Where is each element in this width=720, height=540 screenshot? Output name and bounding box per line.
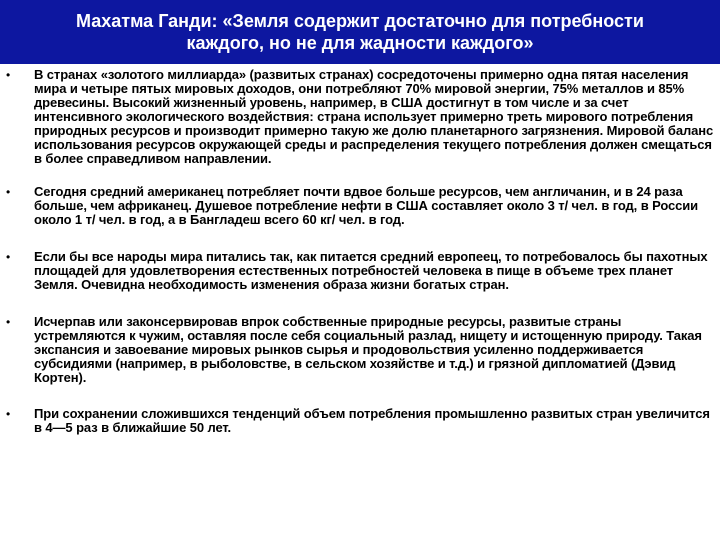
bullet-item: [6, 249, 714, 292]
bullet-dot-icon: •: [6, 185, 11, 199]
title-bar: [0, 0, 720, 64]
bullet-item: [6, 406, 714, 435]
bullet-text: При сохранении сложившихся тенденций объем потребления промышленно развитых стран увеличится в 4—5 раз в ближайшие 50 лет.: [34, 406, 710, 435]
bullet-list: [0, 68, 720, 435]
bullet-text: В странах «золотого миллиарда» (развитых странах) сосредоточены примерно одна пятая населения мира и четыре пятых мировых доходов, они потребляют 70% мировой энергии, 75% металлов и 85% древесины. Высокий жизненный уровень, например, в США достигнут в том числе и за счет интенсивного экологического воздействия: страна использует примерно треть мирового потребления природных ресурсов и производит примерно такую же долю планетарного загрязнения. Мировой баланс использования ресурсов окружающей среды и распределения текущего потребления должен смещаться в более справедливом направлении.: [34, 67, 714, 166]
bullet-item: [6, 314, 714, 385]
bullet-dot-icon: •: [6, 250, 11, 264]
bullet-dot-icon: •: [6, 315, 11, 329]
bullet-item: [6, 184, 714, 227]
slide-title: Махатма Ганди: «Земля содержит достаточно для потребности каждого, но не для жадности каждого»: [76, 11, 644, 53]
bullet-text: Исчерпав или законсервировав впрок собственные природные ресурсы, развитые страны устремляются к чужим, оставляя после себя социальный разлад, нищету и истощенную природу. Такая экспансия и завоевание мировых рынков сырья и продовольствия усиленно поддерживается субсидиями (например, в рыболовстве, в сельском хозяйстве и т.д.) и грязной дипломатией (Дэвид Кортен).: [34, 314, 702, 385]
bullet-dot-icon: •: [6, 68, 11, 82]
bullet-dot-icon: •: [6, 407, 11, 421]
bullet-item: [6, 67, 714, 166]
bullet-text: Сегодня средний американец потребляет почти вдвое больше ресурсов, чем англичанин, и в 24 раза больше, чем африканец. Душевое потребление нефти в США составляет около 3 т/ чел. в год, в России около 1 т/ чел. в год, а в Бангладеш всего 60 кг/ чел. в год.: [34, 184, 699, 227]
bullet-text: Если бы все народы мира питались так, как питается средний европеец, то потребовалось бы пахотных площадей для удовлетворения естественных потребностей человека в пище в объеме трех планет Земля. Очевидна необходимость изменения образа жизни богатых стран.: [34, 249, 708, 292]
